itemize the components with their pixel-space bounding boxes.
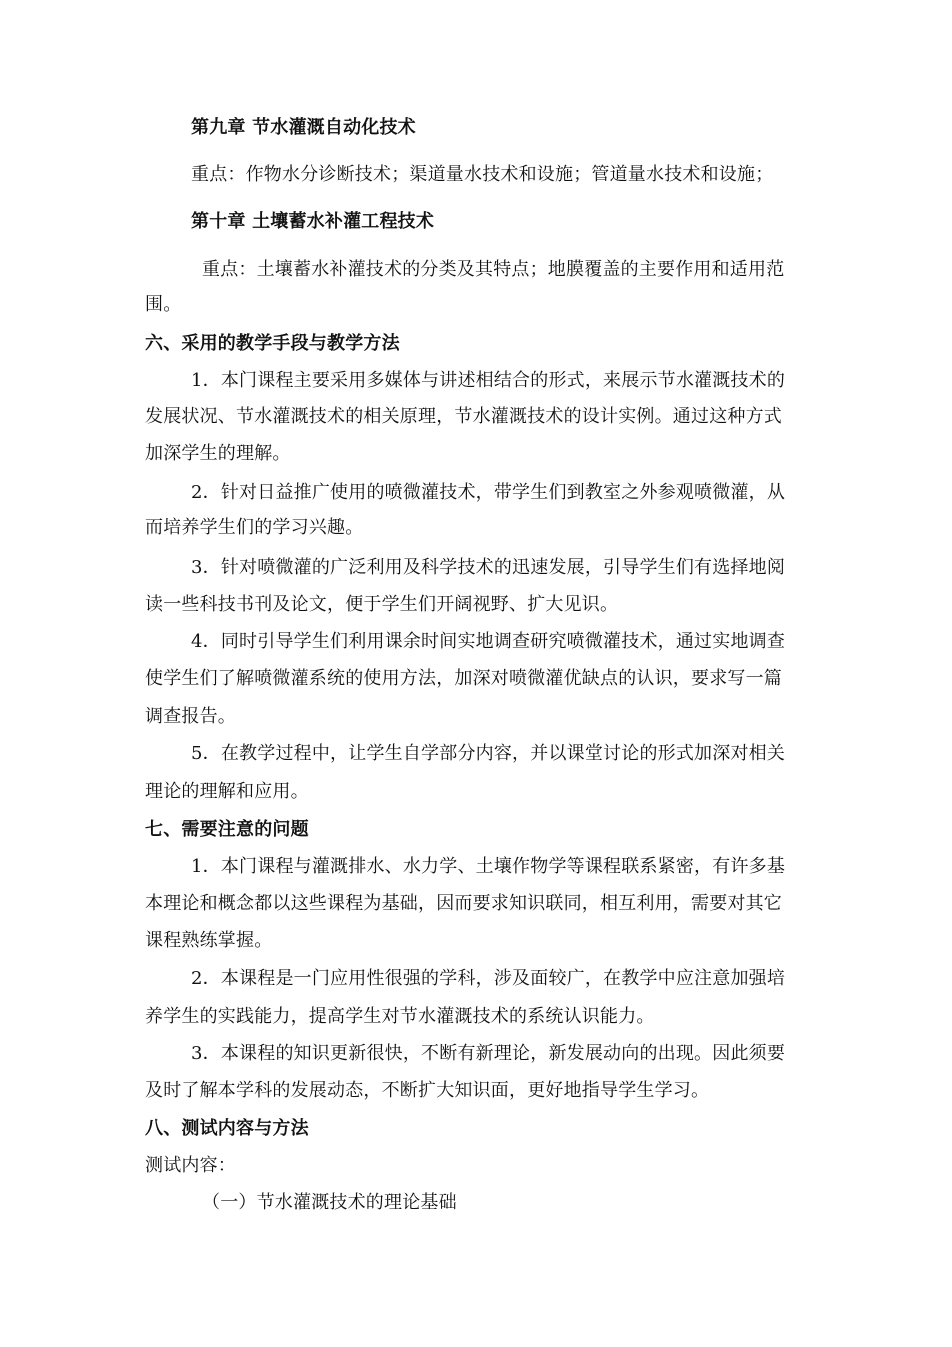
- section-6-para-3-line-1: 3．针对喷微灌的广泛利用及科学技术的迅速发展，引导学生们有选择地阅: [191, 557, 786, 578]
- section-7-para-1-line-1: 1．本门课程与灌溉排水、水力学、土壤作物学等课程联系紧密，有许多基: [191, 856, 786, 877]
- chapter-9-focus: 重点：作物水分诊断技术；渠道量水技术和设施；管道量水技术和设施；: [191, 164, 774, 185]
- section-7-para-1-line-3: 课程熟练掌握。: [145, 930, 273, 951]
- section-8-heading: 八、测试内容与方法: [145, 1118, 309, 1139]
- section-6-para-2-line-1: 2．针对日益推广使用的喷微灌技术，带学生们到教室之外参观喷微灌，从: [191, 482, 786, 503]
- section-6-para-4-line-2: 使学生们了解喷微灌系统的使用方法，加深对喷微灌优缺点的认识，要求写一篇: [145, 668, 782, 689]
- section-6-para-4-line-1: 4．同时引导学生们利用课余时间实地调查研究喷微灌技术，通过实地调查: [191, 631, 786, 652]
- section-7-para-3-line-2: 及时了解本学科的发展动态，不断扩大知识面，更好地指导学生学习。: [145, 1080, 710, 1101]
- section-6-para-5-line-1: 5．在教学过程中，让学生自学部分内容，并以课堂讨论的形式加深对相关: [191, 743, 786, 764]
- section-6-para-1-line-2: 发展状况、节水灌溉技术的相关原理，节水灌溉技术的设计实例。通过这种方式: [145, 406, 782, 427]
- chapter-10-focus-line-2: 围。: [145, 294, 182, 315]
- chapter-10-focus-line-1: 重点：土壤蓄水补灌技术的分类及其特点；地膜覆盖的主要作用和适用范: [202, 259, 785, 280]
- section-7-heading: 七、需要注意的问题: [145, 819, 309, 840]
- chapter-10-title: 第十章 土壤蓄水补灌工程技术: [191, 211, 435, 232]
- section-6-para-1-line-3: 加深学生的理解。: [145, 443, 291, 464]
- section-7-para-3-line-1: 3．本课程的知识更新很快，不断有新理论，新发展动向的出现。因此须要: [191, 1043, 786, 1064]
- section-7-para-2-line-2: 养学生的实践能力，提高学生对节水灌溉技术的系统认识能力。: [145, 1006, 655, 1027]
- section-7-para-1-line-2: 本理论和概念都以这些课程为基础，因而要求知识联同，相互利用，需要对其它: [145, 893, 782, 914]
- section-6-para-5-line-2: 理论的理解和应用。: [145, 781, 309, 802]
- section-6-heading: 六、采用的教学手段与教学方法: [145, 333, 400, 354]
- section-6-para-4-line-3: 调查报告。: [145, 706, 236, 727]
- test-content-item-1: （一）节水灌溉技术的理论基础: [202, 1192, 457, 1213]
- test-content-label: 测试内容：: [145, 1155, 236, 1176]
- section-6-para-1-line-1: 1．本门课程主要采用多媒体与讲述相结合的形式，来展示节水灌溉技术的: [191, 370, 786, 391]
- section-6-para-3-line-2: 读一些科技书刊及论文，便于学生们开阔视野、扩大见识。: [145, 594, 619, 615]
- section-7-para-2-line-1: 2．本课程是一门应用性很强的学科，涉及面较广，在教学中应注意加强培: [191, 968, 786, 989]
- chapter-9-title: 第九章 节水灌溉自动化技术: [191, 117, 416, 138]
- section-6-para-2-line-2: 而培养学生们的学习兴趣。: [145, 517, 364, 538]
